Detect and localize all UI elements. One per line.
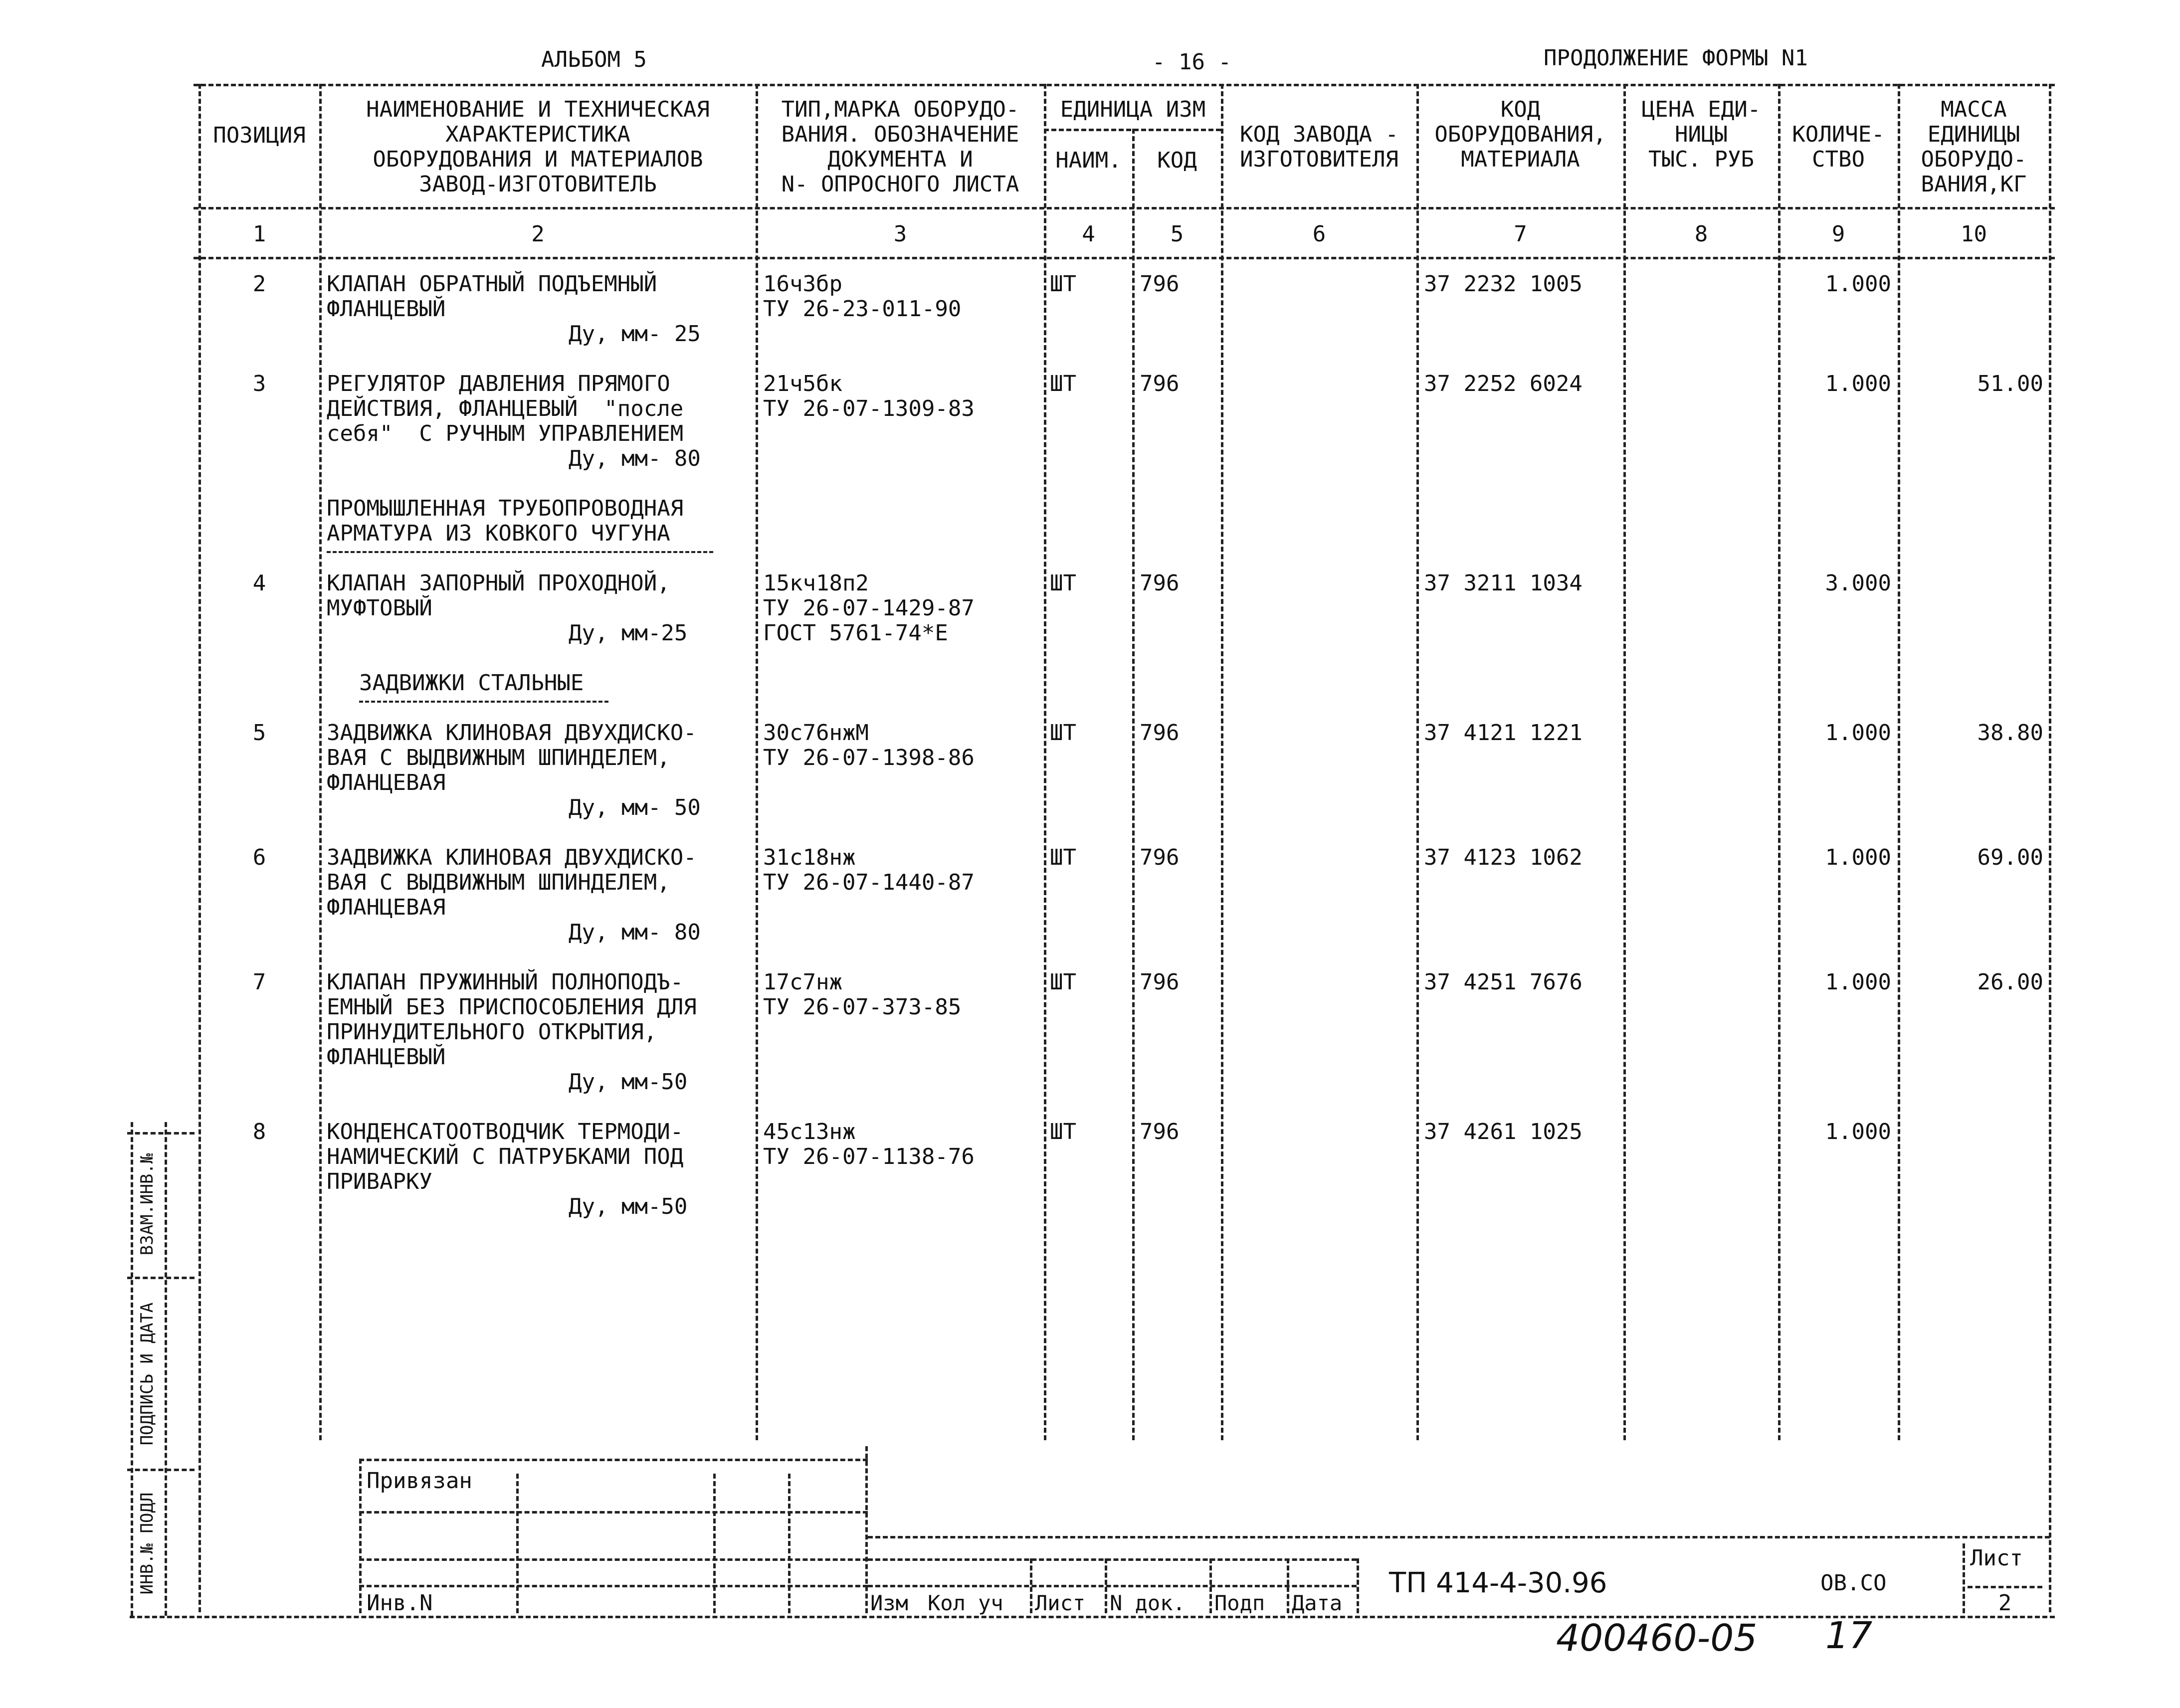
row-type-line: 31с18нж [763, 845, 856, 870]
section-heading-line: ЗАДВИЖКИ СТАЛЬНЫЕ [359, 670, 584, 696]
col-number: 8 [1694, 221, 1708, 247]
row-type-line: ТУ 26-07-1309-83 [763, 396, 975, 421]
row-equipment-code: 37 3211 1034 [1424, 570, 1583, 596]
sheet-number: 2 [1998, 1590, 2012, 1616]
row-quantity: 1.000 [1825, 271, 1891, 297]
row-name-line: ФЛАНЦЕВАЯ [327, 770, 446, 795]
handwritten-archive-number: 400460-05 [1556, 1617, 1758, 1660]
row-type-line: ТУ 26-07-1440-87 [763, 870, 975, 895]
row-name-line: ЗАДВИЖКА КЛИНОВАЯ ДВУХДИСКО- [327, 720, 697, 746]
row-type-line: ГОСТ 5761-74*Е [763, 620, 948, 646]
handwritten-sheet-number: 17 [1825, 1614, 1873, 1657]
row-name-line: ВАЯ С ВЫДВИЖНЫМ ШПИНДЕЛЕМ, [327, 745, 670, 770]
stamp-label-signature: Подп [1214, 1591, 1265, 1615]
section-heading-line: АРМАТУРА ИЗ КОВКОГО ЧУГУНА [327, 521, 670, 546]
row-name-line: ПРИВАРКУ [327, 1169, 432, 1194]
row-nominal-size: Ду, мм- 25 [569, 321, 701, 347]
side-stamp-original: ИНВ.№ ПОДЛ [137, 1492, 157, 1595]
section-underline [327, 551, 713, 553]
col-header-line: ТЫС. РУБ [1648, 147, 1754, 172]
row-unit-code: 796 [1140, 271, 1180, 297]
col-header-line: КОЛИЧЕ- [1792, 122, 1885, 147]
col-header-line: СТВО [1812, 147, 1865, 172]
stamp-label-change: Изм [870, 1591, 908, 1615]
col-header-line: ОБОРУДОВАНИЯ, [1434, 122, 1606, 147]
row-unit-code: 796 [1140, 570, 1180, 596]
col-header-line: НИЦЫ [1675, 122, 1728, 147]
row-type-line: 30с76нжМ [763, 720, 869, 746]
row-equipment-code: 37 4251 7676 [1424, 969, 1583, 995]
row-unit-code: 796 [1140, 969, 1180, 995]
col-number: 4 [1082, 221, 1095, 247]
col-header-line: ЗАВОД-ИЗГОТОВИТЕЛЬ [419, 172, 657, 197]
side-stamp-signature: ПОДПИСЬ И ДАТА [137, 1302, 157, 1446]
col-header-line: ИЗГОТОВИТЕЛЯ [1240, 147, 1398, 172]
row-equipment-code: 37 2232 1005 [1424, 271, 1583, 297]
row-nominal-size: Ду, мм-50 [569, 1069, 688, 1095]
col-header-line: ВАНИЯ. ОБОЗНАЧЕНИЕ [781, 122, 1019, 147]
col-header-line: ОБОРУДО- [1921, 147, 2027, 172]
row-nominal-size: Ду, мм- 80 [569, 446, 701, 471]
col-number: 1 [252, 221, 266, 247]
col-header-line: ТИП,МАРКА ОБОРУДО- [781, 97, 1019, 122]
document-suffix: ОВ.СО [1820, 1570, 1887, 1596]
stamp-label-count: Кол уч [928, 1591, 1003, 1615]
row-name-line: себя" С РУЧНЫМ УПРАВЛЕНИЕМ [327, 421, 684, 446]
col-number: 5 [1170, 221, 1184, 247]
col-header-line: КОД ЗАВОДА - [1240, 122, 1398, 147]
sheet-label: Лист [1970, 1545, 2023, 1571]
col-header-line: ВАНИЯ,КГ [1921, 172, 2027, 197]
col-number: 2 [531, 221, 545, 247]
col-number: 7 [1514, 221, 1527, 247]
col-header-line: N- ОПРОСНОГО ЛИСТА [781, 172, 1019, 197]
row-name-line: МУФТОВЫЙ [327, 595, 432, 621]
row-position: 3 [252, 371, 266, 396]
row-equipment-code: 37 4123 1062 [1424, 845, 1583, 870]
row-name-line: ЗАДВИЖКА КЛИНОВАЯ ДВУХДИСКО- [327, 845, 697, 870]
row-nominal-size: Ду, мм-50 [569, 1194, 688, 1219]
continuation-label: ПРОДОЛЖЕНИЕ ФОРМЫ N1 [1544, 45, 1808, 71]
document-code: ТП 414-4-30.96 [1389, 1567, 1607, 1599]
row-quantity: 1.000 [1825, 969, 1891, 995]
row-unit: ШТ [1050, 1119, 1076, 1144]
col-header-line: КОД [1500, 97, 1541, 122]
row-nominal-size: Ду, мм- 80 [569, 920, 701, 945]
page-number: - 16 - [1152, 49, 1231, 75]
row-equipment-code: 37 4261 1025 [1424, 1119, 1583, 1144]
row-quantity: 1.000 [1825, 371, 1891, 396]
inventory-label: Инв.N [367, 1590, 433, 1616]
bound-label: Привязан [367, 1468, 472, 1494]
row-name-line: ПРИНУДИТЕЛЬНОГО ОТКРЫТИЯ, [327, 1019, 657, 1045]
row-position: 7 [252, 969, 266, 995]
row-position: 8 [252, 1119, 266, 1144]
col-header-unit-code: КОД [1157, 148, 1197, 173]
row-quantity: 1.000 [1825, 1119, 1891, 1144]
col-header-line: ДОКУМЕНТА И [827, 147, 973, 172]
col-number: 3 [893, 221, 907, 247]
row-equipment-code: 37 4121 1221 [1424, 720, 1583, 746]
row-name-line: КЛАПАН ПРУЖИННЫЙ ПОЛНОПОДЪ- [327, 969, 684, 995]
row-name-line: КЛАПАН ЗАПОРНЫЙ ПРОХОДНОЙ, [327, 570, 670, 596]
col-header-line: МАССА [1941, 97, 2007, 122]
row-nominal-size: Ду, мм- 50 [569, 795, 701, 820]
row-unit-code: 796 [1140, 720, 1180, 746]
row-mass: 69.00 [1977, 845, 2043, 870]
row-unit-code: 796 [1140, 845, 1180, 870]
col-header-line: ЦЕНА ЕДИ- [1641, 97, 1761, 122]
col-header-unit-name: НАИМ. [1055, 148, 1122, 173]
row-name-line: ЕМНЫЙ БЕЗ ПРИСПОСОБЛЕНИЯ ДЛЯ [327, 994, 697, 1020]
col-header-line: ХАРАКТЕРИСТИКА [445, 122, 630, 147]
col-header-line: ЕДИНИЦЫ [1927, 122, 2020, 147]
row-unit: ШТ [1050, 371, 1076, 396]
stamp-label-date: Дата [1292, 1591, 1343, 1615]
row-type-line: ТУ 26-07-1138-76 [763, 1144, 975, 1169]
col-number: 9 [1831, 221, 1845, 247]
row-name-line: ФЛАНЦЕВЫЙ [327, 296, 446, 322]
section-heading-line: ПРОМЫШЛЕННАЯ ТРУБОПРОВОДНАЯ [327, 496, 684, 521]
row-unit: ШТ [1050, 969, 1076, 995]
row-nominal-size: Ду, мм-25 [569, 620, 688, 646]
row-type-line: ТУ 26-23-011-90 [763, 296, 962, 322]
row-type-line: ТУ 26-07-1429-87 [763, 595, 975, 621]
row-equipment-code: 37 2252 6024 [1424, 371, 1583, 396]
row-name-line: ФЛАНЦЕВЫЙ [327, 1044, 446, 1070]
row-name-line: РЕГУЛЯТОР ДАВЛЕНИЯ ПРЯМОГО [327, 371, 670, 396]
col-header-unit-group: ЕДИНИЦА ИЗМ [1060, 97, 1206, 122]
row-unit: ШТ [1050, 720, 1076, 746]
row-name-line: НАМИЧЕСКИЙ С ПАТРУБКАМИ ПОД [327, 1144, 684, 1169]
row-type-line: 17с7нж [763, 969, 842, 995]
row-unit-code: 796 [1140, 1119, 1180, 1144]
row-name-line: КЛАПАН ОБРАТНЫЙ ПОДЪЕМНЫЙ [327, 271, 657, 297]
row-type-line: 15кч18п2 [763, 570, 869, 596]
row-type-line: 21ч5бк [763, 371, 842, 396]
row-quantity: 3.000 [1825, 570, 1891, 596]
row-unit: ШТ [1050, 271, 1076, 297]
stamp-label-sheet: Лист [1035, 1591, 1086, 1615]
row-type-line: ТУ 26-07-1398-86 [763, 745, 975, 770]
col-header-line: ОБОРУДОВАНИЯ И МАТЕРИАЛОВ [373, 147, 703, 172]
row-unit: ШТ [1050, 570, 1076, 596]
row-position: 2 [252, 271, 266, 297]
row-name-line: ВАЯ С ВЫДВИЖНЫМ ШПИНДЕЛЕМ, [327, 870, 670, 895]
row-type-line: 45с13нж [763, 1119, 856, 1144]
row-mass: 51.00 [1977, 371, 2043, 396]
row-type-line: 16ч3бр [763, 271, 842, 297]
col-header-position: ПОЗИЦИЯ [213, 123, 306, 148]
row-name-line: ФЛАНЦЕВАЯ [327, 895, 446, 920]
col-number: 10 [1961, 221, 1987, 247]
row-position: 4 [252, 570, 266, 596]
col-header-line: НАИМЕНОВАНИЕ И ТЕХНИЧЕСКАЯ [366, 97, 710, 122]
row-name-line: КОНДЕНСАТООТВОДЧИК ТЕРМОДИ- [327, 1119, 684, 1144]
album-label: АЛЬБОМ 5 [541, 47, 647, 72]
row-quantity: 1.000 [1825, 845, 1891, 870]
row-mass: 26.00 [1977, 969, 2043, 995]
row-mass: 38.80 [1977, 720, 2043, 746]
row-name-line: ДЕЙСТВИЯ, ФЛАНЦЕВЫЙ "после [327, 396, 684, 421]
row-quantity: 1.000 [1825, 720, 1891, 746]
row-unit-code: 796 [1140, 371, 1180, 396]
col-header-line: МАТЕРИАЛА [1461, 147, 1580, 172]
row-position: 5 [252, 720, 266, 746]
row-type-line: ТУ 26-07-373-85 [763, 994, 962, 1020]
section-underline [359, 701, 608, 703]
col-number: 6 [1312, 221, 1326, 247]
row-position: 6 [252, 845, 266, 870]
row-unit: ШТ [1050, 845, 1076, 870]
side-stamp-replacement: ВЗАМ.ИНВ.№ [137, 1153, 157, 1256]
stamp-label-doc: N док. [1110, 1591, 1186, 1615]
